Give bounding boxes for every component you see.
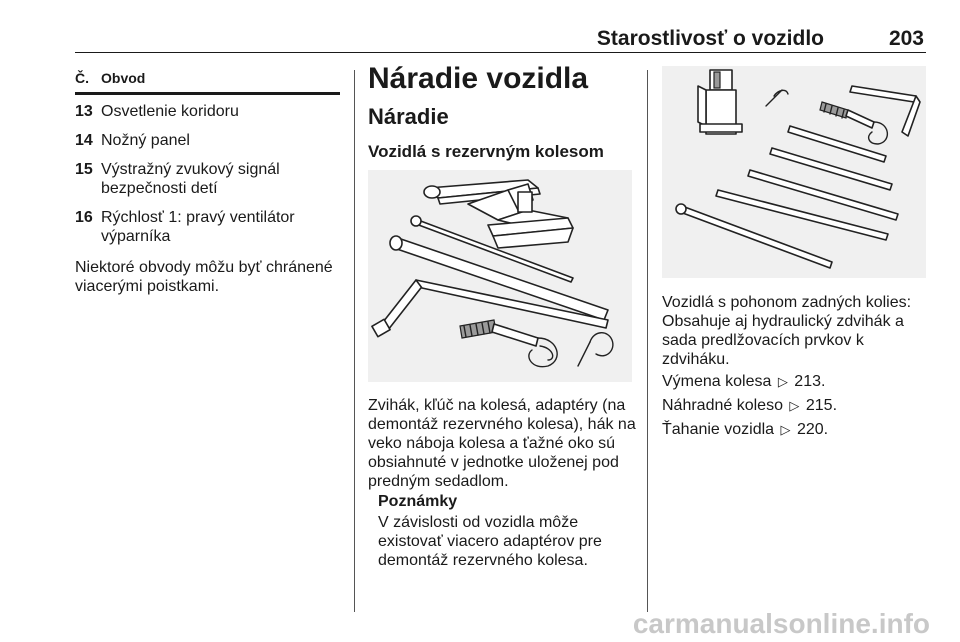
page-number: 203	[888, 27, 924, 50]
row-text: Osvetlenie koridoru	[101, 103, 239, 120]
reference-page: 220.	[796, 421, 829, 438]
scissor-jack-and-tools-illustration	[368, 170, 632, 382]
page-reference-arrow-icon: ▷	[780, 422, 791, 437]
row-text: Výstražný zvukový signál bezpečnosti detí	[101, 161, 280, 197]
note-text: V závislosti od vozidla môže existovať viacero adaptérov pre demontáž rezervného kolesa.	[378, 514, 602, 569]
reference-page: 213.	[794, 373, 826, 390]
scissor-jack-icon	[424, 180, 573, 248]
header-divider	[75, 52, 926, 53]
subsection-title: Náradie	[368, 104, 449, 129]
running-header-title: Starostlivosť o vozidlo	[596, 27, 824, 50]
fuse-note: Niektoré obvody môžu byť chránené viacerými poistkami.	[75, 259, 333, 295]
watermark: carmanualsonline.info	[632, 608, 930, 639]
note-title: Poznámky	[378, 493, 458, 510]
hydraulic-jack-icon	[698, 70, 742, 134]
column-header-number: Č.	[75, 70, 89, 86]
row-number: 13	[75, 103, 93, 120]
tools-figure-spare-wheel	[368, 170, 632, 382]
cross-reference[interactable]	[662, 396, 837, 415]
page-reference-arrow-icon: ▷	[789, 398, 800, 413]
row-text: Nožný panel	[101, 132, 190, 149]
column-divider-left	[354, 70, 355, 612]
row-text: Rýchlosť 1: pravý ventilátor výparníka	[101, 209, 295, 245]
table-header	[75, 70, 340, 86]
reference-label: Výmena kolesa	[662, 373, 772, 390]
row-number: 15	[75, 161, 93, 178]
row-number: 14	[75, 132, 93, 149]
table-header-rule	[75, 92, 340, 95]
cross-reference[interactable]	[662, 372, 825, 391]
hydraulic-jack-and-extension-rods-illustration	[662, 66, 926, 278]
reference-page: 215.	[805, 397, 838, 414]
figure-caption-spare-wheel: Zvihák, kľúč na kolesá, adaptéry (na demontáž rezervného kolesa), hák na veko náboja kolesa a ťažné oko sú obsiahnuté v jednotke uloženej pod predným sedadlom.	[368, 397, 636, 490]
reference-label: Ťahanie vozidla	[662, 421, 775, 438]
cross-reference[interactable]	[662, 420, 828, 439]
page-reference-arrow-icon: ▷	[777, 374, 788, 389]
tools-figure-rear-wheel-drive	[662, 66, 926, 278]
column-header-circuit: Obvod	[101, 70, 146, 86]
figure-caption-rear-wheel-drive: Vozidlá s pohonom zadných kolies: Obsahuje aj hydraulický zdvihák a sada predlžovacích prvkov k zdviháku.	[662, 294, 912, 368]
column-divider-right	[647, 70, 648, 612]
subsubsection-title: Vozidlá s rezervným kolesom	[368, 142, 604, 161]
row-number: 16	[75, 209, 93, 226]
section-title: Náradie vozidla	[368, 62, 589, 95]
reference-label: Náhradné koleso	[662, 397, 783, 414]
